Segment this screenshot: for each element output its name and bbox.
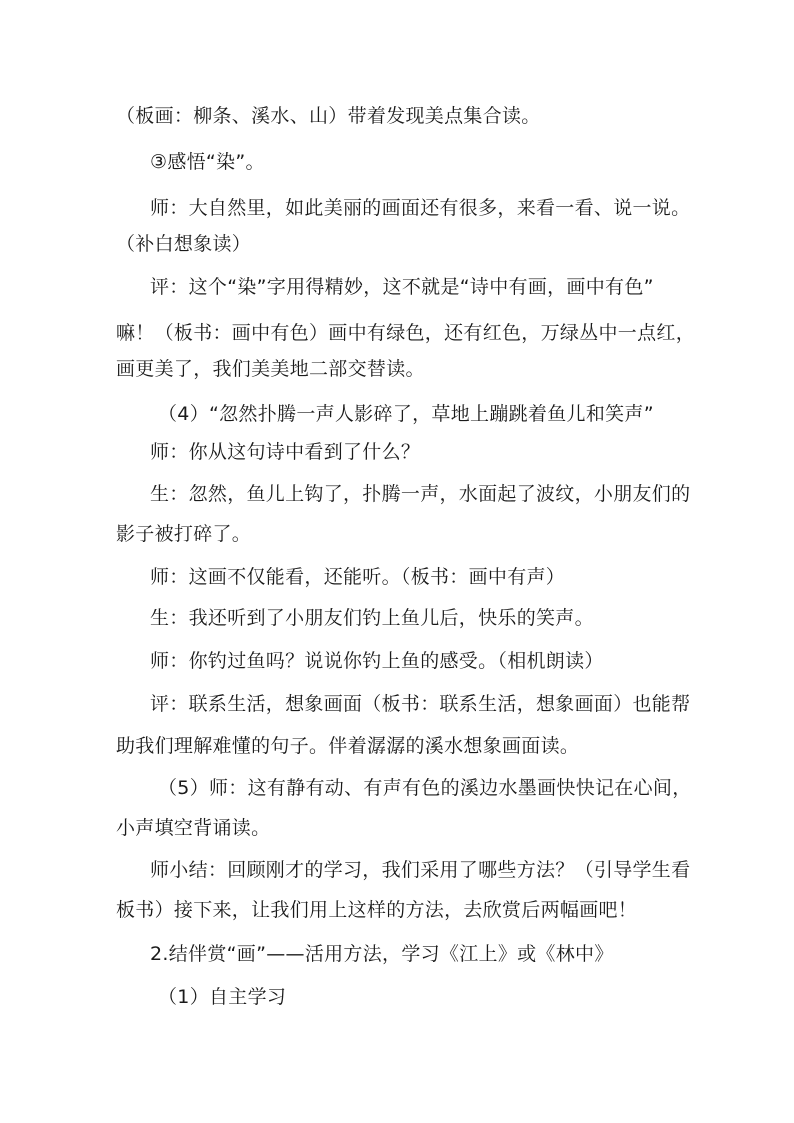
text-line: （5）师：这有静有动、有声有色的溪边水墨画快快记在心间，: [158, 777, 692, 799]
text-line: （补白想象读）: [116, 233, 252, 255]
text-line: 师：大自然里，如此美丽的画面还有很多，来看一看、说一说。: [150, 197, 691, 219]
section-heading: 2.结伴赏“画”——活用方法，学习《江上》或《林中》: [150, 943, 614, 965]
text-line: 师：你钓过鱼吗？说说你钓上鱼的感受。（相机朗读）: [150, 650, 604, 672]
text-line: 师：你从这句诗中看到了什么？: [150, 441, 421, 463]
text-line: 师小结：回顾刚才的学习，我们采用了哪些方法？（引导学生看: [150, 859, 691, 881]
text-line: 嘛！（板书：画中有色）画中有绿色，还有红色，万绿丛中一点红，: [116, 322, 696, 344]
text-line: 板书）接下来，让我们用上这样的方法，去欣赏后两幅画吧！: [116, 899, 638, 921]
text-line: ③感悟“染”。: [150, 151, 265, 173]
text-line: 评：这个“染”字用得精妙，这不就是“诗中有画，画中有色”: [150, 276, 654, 298]
text-line: 评：联系生活，想象画面（板书：联系生活，想象画面）也能帮: [150, 693, 691, 715]
text-line: 助我们理解难懂的句子。伴着潺潺的溪水想象画面读。: [116, 735, 580, 757]
text-line: （板画：柳条、溪水、山）带着发现美点集合读。: [116, 105, 541, 127]
text-line: 师：这画不仅能看，还能听。（板书：画中有声）: [150, 566, 566, 588]
subsection-heading: （1）自主学习: [158, 986, 287, 1008]
text-line: 画更美了，我们美美地二部交替读。: [116, 358, 425, 380]
text-line: 小声填空背诵读。: [116, 817, 271, 839]
text-line: 生：我还听到了小朋友们钓上鱼儿后，快乐的笑声。: [150, 607, 594, 629]
text-line: 生：忽然，鱼儿上钩了，扑腾一声，水面起了波纹，小朋友们的: [150, 483, 691, 505]
text-line: （4）“忽然扑腾一声人影碎了，草地上蹦跳着鱼儿和笑声”: [158, 403, 654, 425]
text-line: 影子被打碎了。: [116, 523, 252, 545]
